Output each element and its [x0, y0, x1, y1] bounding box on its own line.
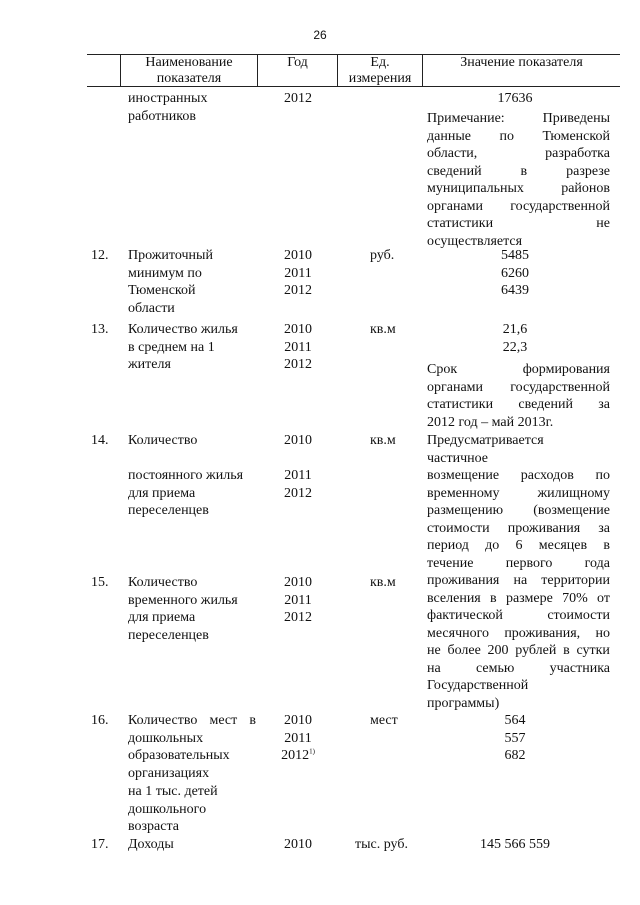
row16-values: 564 557 682 — [504, 713, 526, 763]
row15-number: 15. — [91, 575, 109, 590]
rows14-15-note: Предусматривается частичное возмещение расходов по временному жилищному размещению (возмещение стоимости проживания за период до 6 месяцев в течение первого года проживания на территории вселения в размере 70% от фактической стоимости месячного проживания, но не более 200 рублей в сутки на семью участника Государственной программы) — [427, 433, 610, 711]
row16-years: 2010 2011 2012$^{1)}$ — [281, 713, 315, 763]
row17-number: 17. — [91, 837, 109, 852]
row12-years: 2010 2011 2012 — [284, 248, 312, 298]
row12-values: 5485 6260 6439 — [501, 248, 529, 298]
row12-name: Прожиточный минимум по Тюменской области — [128, 248, 213, 316]
row16-name-cont: на 1 тыс. детей дошкольного возраста — [128, 784, 218, 834]
header-name: Наименование показателя — [145, 55, 233, 86]
row13-values: 21,6 22,3 — [502, 322, 528, 355]
row12-number: 12. — [91, 248, 109, 263]
page-number: 26 — [313, 28, 327, 42]
header-value: Значение показателя — [460, 55, 583, 70]
row16-unit: мест — [370, 713, 398, 728]
row17-unit: тыс. руб. — [355, 837, 408, 852]
row14-name-first: Количество — [128, 433, 198, 448]
footnote-marker: 1) — [309, 747, 315, 756]
row0-note: Примечание: Приведены данные по Тюменской области, разработка сведений в разрезе муниципальных районов органами государственной статистики не осуществляется — [427, 111, 610, 249]
row13-unit: кв.м — [370, 322, 396, 337]
row14-year-first: 2010 — [284, 433, 312, 448]
row16-name: Количество мест в дошкольных образовательных организациях — [128, 713, 256, 781]
header-year: Год — [287, 55, 308, 70]
row14-number: 14. — [91, 433, 109, 448]
row16-number: 16. — [91, 713, 109, 728]
row0-year: 2012 — [284, 91, 312, 106]
row13-number: 13. — [91, 322, 109, 337]
row13-years: 2010 2011 2012 — [284, 322, 312, 372]
row13-name: Количество жилья в среднем на 1 жителя — [128, 322, 238, 372]
row14-unit: кв.м — [370, 433, 396, 448]
row15-years: 2010 2011 2012 — [284, 575, 312, 625]
row14-years-rest: 2011 2012 — [284, 468, 312, 501]
row17-value: 145 566 559 — [480, 837, 550, 852]
row17-year: 2010 — [284, 837, 312, 852]
row0-name: иностранных работников — [128, 91, 208, 124]
row14-name-rest: постоянного жилья для приема переселенцев — [128, 468, 244, 518]
row12-unit: руб. — [370, 248, 395, 263]
row0-value: 17636 — [497, 91, 533, 106]
row13-note: Срок формирования органами государственной статистики сведений за 2012 год – май 2013г. — [427, 362, 610, 430]
row17-name: Доходы — [128, 837, 174, 852]
row15-name: Количество временного жилья для приема переселенцев — [128, 575, 238, 643]
header-unit: Ед. измерения — [348, 55, 412, 86]
row15-unit: кв.м — [370, 575, 396, 590]
